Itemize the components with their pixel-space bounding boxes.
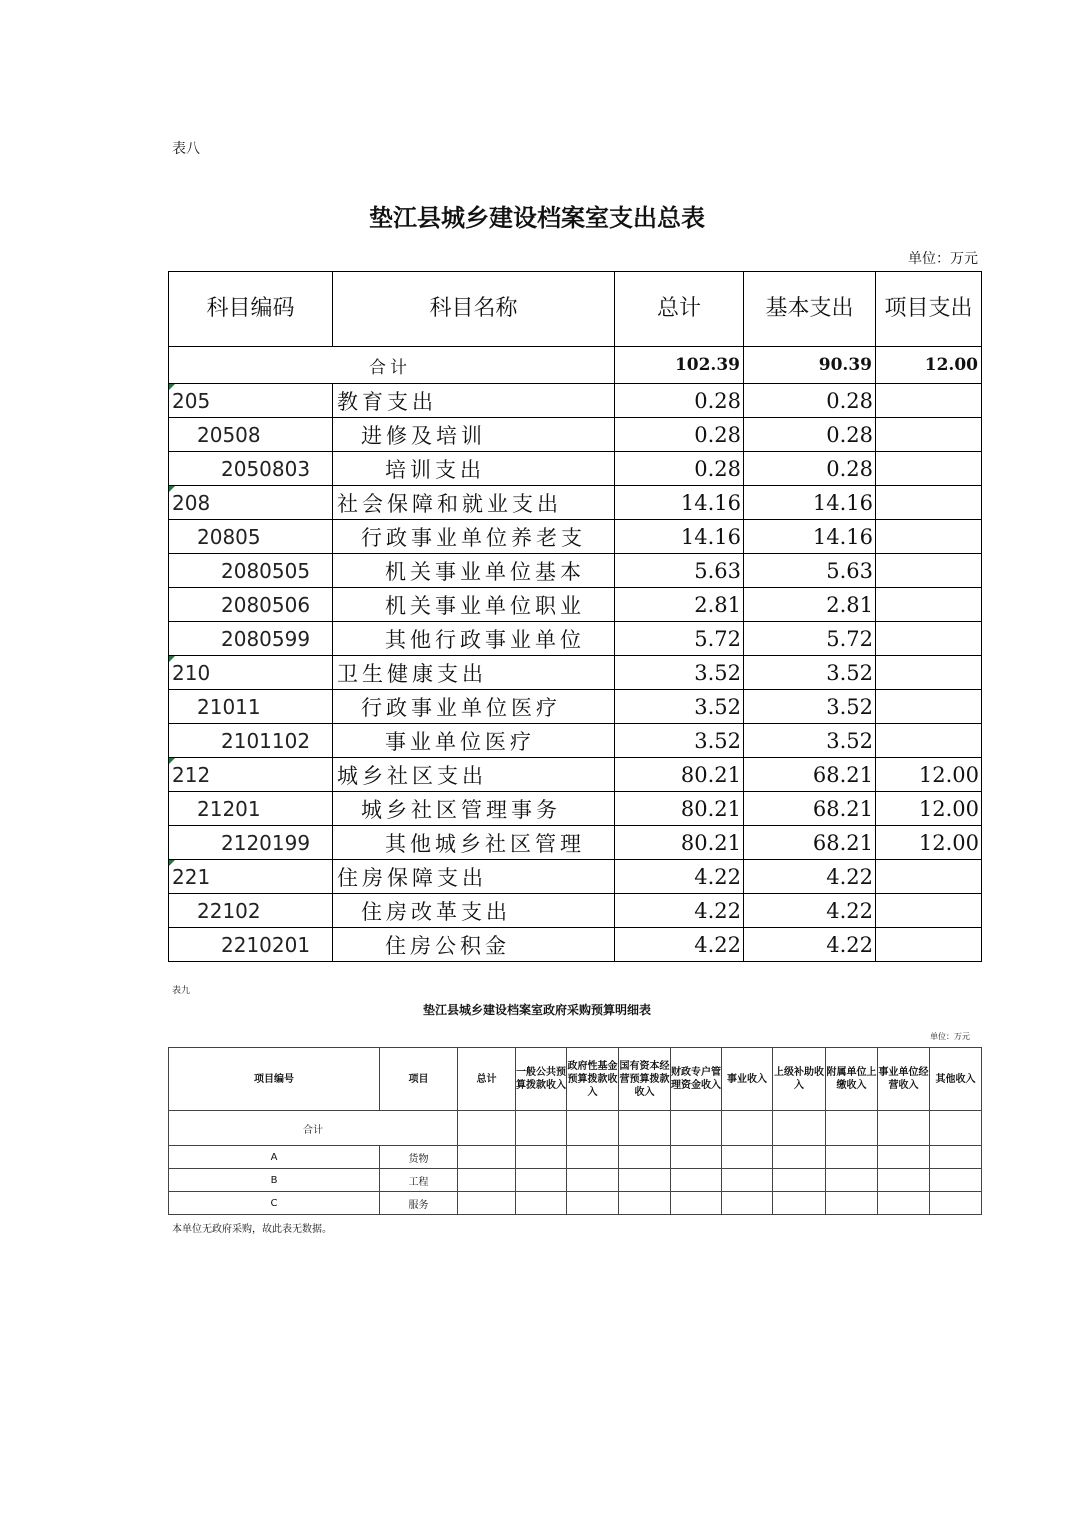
table9-empty-cell [619,1169,671,1192]
table9-row [169,1192,982,1215]
subject-code: 2080506 [169,588,333,622]
total-value: 5.63 [615,554,744,588]
subject-code: 2101102 [169,724,333,758]
table9-empty-cell [567,1111,619,1146]
subject-name: 进修及培训 [333,418,615,452]
total-sum: 102.39 [615,347,744,384]
total-project: 12.00 [876,347,982,384]
project-value [876,656,982,690]
table9-row [169,1146,982,1169]
total-value: 4.22 [615,928,744,962]
subject-code: 208 [169,486,333,520]
total-value: 3.52 [615,656,744,690]
basic-value: 14.16 [744,520,876,554]
table9-empty-cell [671,1169,722,1192]
subject-name: 社会保障和就业支出 [333,486,615,520]
subject-name: 事业单位医疗 [333,724,615,758]
table9-header-cell: 附属单位上缴收入 [826,1048,878,1111]
table9-header-row [169,1048,982,1111]
total-value: 0.28 [615,418,744,452]
expenditure-summary-table [168,271,982,962]
table-row [169,384,982,418]
subject-name: 机关事业单位职业 [333,588,615,622]
total-row [169,347,982,384]
table9-header-cell: 财政专户管理资金收入 [671,1048,722,1111]
total-value: 3.52 [615,690,744,724]
table9-empty-cell [671,1111,722,1146]
table9-empty-cell [773,1192,826,1215]
table9-header-cell: 事业单位经营收入 [878,1048,930,1111]
table9-empty-cell [930,1146,982,1169]
table9-item-code: A [169,1146,380,1169]
table9-item-code: B [169,1169,380,1192]
table9-empty-cell [878,1169,930,1192]
project-value: 12.00 [876,792,982,826]
header-subject-name: 科目名称 [333,272,615,347]
table-header-row [169,272,982,347]
table-row [169,554,982,588]
total-value: 2.81 [615,588,744,622]
table9-header-cell: 项目 [380,1048,458,1111]
table9-empty-cell [458,1111,516,1146]
table-row [169,452,982,486]
header-basic-expenditure: 基本支出 [744,272,876,347]
table9-empty-cell [516,1169,567,1192]
table-row [169,418,982,452]
table9-empty-cell [930,1111,982,1146]
basic-value: 2.81 [744,588,876,622]
subject-code: 2210201 [169,928,333,962]
project-value [876,588,982,622]
project-value [876,860,982,894]
project-value [876,520,982,554]
table9-empty-cell [773,1169,826,1192]
table9-empty-cell [516,1146,567,1169]
table-row [169,894,982,928]
procurement-budget-table [168,1047,982,1215]
table9-header-cell: 国有资本经营预算拨款收入 [619,1048,671,1111]
subject-code: 2080505 [169,554,333,588]
table9-total-row [169,1111,982,1146]
table9-total-label: 合计 [169,1111,458,1146]
basic-value: 4.22 [744,894,876,928]
table9-empty-cell [826,1111,878,1146]
basic-value: 3.52 [744,690,876,724]
subject-code: 21201 [169,792,333,826]
subject-name: 其他行政事业单位 [333,622,615,656]
basic-value: 4.22 [744,928,876,962]
basic-value: 68.21 [744,826,876,860]
table9-label: 表九 [172,986,191,996]
total-value: 4.22 [615,894,744,928]
table9-header-cell: 项目编号 [169,1048,380,1111]
table9-empty-cell [458,1169,516,1192]
total-value: 80.21 [615,826,744,860]
table9-empty-cell [773,1146,826,1169]
table9-title: 垫江县城乡建设档案室政府采购预算明细表 [422,1003,651,1017]
project-value [876,928,982,962]
subject-code: 212 [169,758,333,792]
subject-code: 21011 [169,690,333,724]
table9-header-cell: 总计 [458,1048,516,1111]
header-total: 总计 [615,272,744,347]
table-row [169,588,982,622]
project-value [876,418,982,452]
subject-name: 行政事业单位养老支 [333,520,615,554]
table9-empty-cell [722,1192,773,1215]
table9-header-cell: 事业收入 [722,1048,773,1111]
subject-code: 20805 [169,520,333,554]
subject-code: 22102 [169,894,333,928]
project-value [876,452,982,486]
total-value: 80.21 [615,792,744,826]
table-row [169,826,982,860]
table8-label: 表八 [172,141,200,157]
project-value [876,384,982,418]
basic-value: 14.16 [744,486,876,520]
project-value [876,622,982,656]
table-row [169,656,982,690]
table9-unit: 单位：万元 [930,1032,970,1041]
table9-row [169,1169,982,1192]
subject-name: 教育支出 [333,384,615,418]
table9-item-type: 货物 [380,1146,458,1169]
basic-value: 3.52 [744,656,876,690]
table9-empty-cell [619,1192,671,1215]
table9-empty-cell [878,1111,930,1146]
basic-value: 4.22 [744,860,876,894]
total-value: 0.28 [615,452,744,486]
table8-title: 垫江县城乡建设档案室支出总表 [369,203,705,232]
table9-empty-cell [878,1192,930,1215]
subject-name: 卫生健康支出 [333,656,615,690]
total-value: 3.52 [615,724,744,758]
subject-code: 2050803 [169,452,333,486]
table-row [169,792,982,826]
table9-empty-cell [878,1146,930,1169]
table-row [169,690,982,724]
subject-code: 221 [169,860,333,894]
table9-empty-cell [930,1192,982,1215]
header-subject-code: 科目编码 [169,272,333,347]
table9-empty-cell [458,1192,516,1215]
table-row [169,486,982,520]
table9-empty-cell [773,1111,826,1146]
total-label: 合计 [169,347,615,384]
subject-name: 其他城乡社区管理 [333,826,615,860]
subject-name: 城乡社区支出 [333,758,615,792]
total-basic: 90.39 [744,347,876,384]
basic-value: 68.21 [744,758,876,792]
subject-name: 城乡社区管理事务 [333,792,615,826]
table9-empty-cell [567,1169,619,1192]
subject-name: 行政事业单位医疗 [333,690,615,724]
project-value [876,690,982,724]
table9-empty-cell [567,1146,619,1169]
subject-name: 机关事业单位基本 [333,554,615,588]
project-value [876,486,982,520]
subject-code: 2080599 [169,622,333,656]
table9-item-type: 服务 [380,1192,458,1215]
basic-value: 0.28 [744,384,876,418]
basic-value: 68.21 [744,792,876,826]
basic-value: 5.72 [744,622,876,656]
total-value: 14.16 [615,486,744,520]
table9-empty-cell [671,1192,722,1215]
table9-empty-cell [516,1192,567,1215]
table9-empty-cell [722,1146,773,1169]
table-row [169,520,982,554]
table-row [169,860,982,894]
table9-empty-cell [930,1169,982,1192]
subject-code: 210 [169,656,333,690]
subject-code: 20508 [169,418,333,452]
table9-empty-cell [826,1146,878,1169]
basic-value: 0.28 [744,452,876,486]
basic-value: 5.63 [744,554,876,588]
total-value: 4.22 [615,860,744,894]
project-value [876,554,982,588]
table9-empty-cell [567,1192,619,1215]
table9-empty-cell [671,1146,722,1169]
table9-item-code: C [169,1192,380,1215]
table9-item-type: 工程 [380,1169,458,1192]
table-row [169,928,982,962]
table9-empty-cell [826,1192,878,1215]
project-value [876,724,982,758]
total-value: 5.72 [615,622,744,656]
project-value [876,894,982,928]
table9-header-cell: 上级补助收入 [773,1048,826,1111]
subject-name: 住房保障支出 [333,860,615,894]
header-project-expenditure: 项目支出 [876,272,982,347]
subject-name: 住房改革支出 [333,894,615,928]
table9-empty-cell [826,1169,878,1192]
table9-empty-cell [722,1111,773,1146]
table9-empty-cell [516,1111,567,1146]
table9-note: 本单位无政府采购，故此表无数据。 [172,1224,332,1235]
subject-code: 205 [169,384,333,418]
table-row [169,758,982,792]
basic-value: 0.28 [744,418,876,452]
table9-empty-cell [458,1146,516,1169]
table9-empty-cell [619,1146,671,1169]
total-value: 14.16 [615,520,744,554]
table-row [169,622,982,656]
table9-empty-cell [619,1111,671,1146]
subject-name: 培训支出 [333,452,615,486]
project-value: 12.00 [876,826,982,860]
table9-header-cell: 一般公共预算拨款收入 [516,1048,567,1111]
total-value: 80.21 [615,758,744,792]
table9-header-cell: 政府性基金预算拨款收入 [567,1048,619,1111]
total-value: 0.28 [615,384,744,418]
project-value: 12.00 [876,758,982,792]
subject-code: 2120199 [169,826,333,860]
table9-header-cell: 其他收入 [930,1048,982,1111]
subject-name: 住房公积金 [333,928,615,962]
basic-value: 3.52 [744,724,876,758]
table8-unit: 单位：万元 [908,251,978,267]
table-row [169,724,982,758]
table9-empty-cell [722,1169,773,1192]
